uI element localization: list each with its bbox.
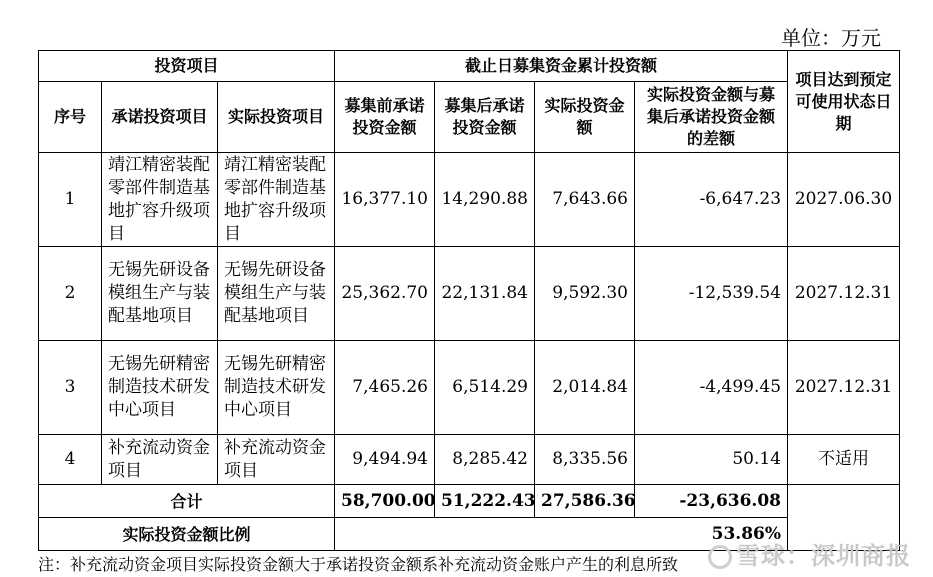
row-ready-date: 2027.12.31 bbox=[788, 341, 900, 435]
header-investment-project: 投资项目 bbox=[39, 51, 335, 82]
ratio-label: 实际投资金额比例 bbox=[39, 518, 335, 551]
header-actual-amount: 实际投资金额 bbox=[535, 82, 635, 153]
row-ready-date: 2027.06.30 bbox=[788, 153, 900, 247]
row-actual-amount: 9,592.30 bbox=[535, 247, 635, 341]
header-seq: 序号 bbox=[39, 82, 102, 153]
header-ready-date: 项目达到预定可使用状态日期 bbox=[788, 51, 900, 153]
table-row bbox=[39, 341, 900, 435]
row-ready-date: 2027.12.31 bbox=[788, 247, 900, 341]
row-difference: -4,499.45 bbox=[635, 341, 788, 435]
unit-label: 单位：万元 bbox=[781, 26, 881, 50]
row-ready-date: 不适用 bbox=[788, 435, 900, 485]
row-actual-project: 补充流动资金项目 bbox=[218, 435, 335, 485]
row-promised-project: 补充流动资金项目 bbox=[102, 435, 218, 485]
row-difference: -12,539.54 bbox=[635, 247, 788, 341]
table-row bbox=[39, 435, 900, 485]
watermark bbox=[708, 536, 911, 571]
row-post-raise: 8,285.42 bbox=[435, 435, 535, 485]
header-actual-project: 实际投资项目 bbox=[218, 82, 335, 153]
row-actual-project: 无锡先研精密制造技术研发中心项目 bbox=[218, 341, 335, 435]
row-promised-project: 靖江精密装配零部件制造基地扩容升级项目 bbox=[102, 153, 218, 247]
row-post-raise: 14,290.88 bbox=[435, 153, 535, 247]
row-post-raise: 22,131.84 bbox=[435, 247, 535, 341]
total-row bbox=[39, 485, 900, 518]
total-label: 合计 bbox=[39, 485, 335, 518]
row-pre-raise: 25,362.70 bbox=[335, 247, 435, 341]
row-actual-amount: 7,643.66 bbox=[535, 153, 635, 247]
row-difference: -6,647.23 bbox=[635, 153, 788, 247]
table-row bbox=[39, 153, 900, 247]
row-seq: 1 bbox=[39, 153, 102, 247]
header-pre-raise-amount: 募集前承诺投资金额 bbox=[335, 82, 435, 153]
total-actual-amount: 27,586.36 bbox=[535, 485, 635, 518]
row-actual-project: 靖江精密装配零部件制造基地扩容升级项目 bbox=[218, 153, 335, 247]
row-seq: 4 bbox=[39, 435, 102, 485]
total-post-raise: 51,222.43 bbox=[435, 485, 535, 518]
header-row-1 bbox=[39, 51, 900, 82]
header-difference: 实际投资金额与募集后承诺投资金额的差额 bbox=[635, 82, 788, 153]
row-pre-raise: 9,494.94 bbox=[335, 435, 435, 485]
header-row-2 bbox=[39, 82, 900, 153]
row-actual-project: 无锡先研设备模组生产与装配基地项目 bbox=[218, 247, 335, 341]
row-difference: 50.14 bbox=[635, 435, 788, 485]
total-pre-raise: 58,700.00 bbox=[335, 485, 435, 518]
header-cumulative-investment: 截止日募集资金累计投资额 bbox=[335, 51, 788, 82]
header-promised-project: 承诺投资项目 bbox=[102, 82, 218, 153]
row-seq: 3 bbox=[39, 341, 102, 435]
table-row bbox=[39, 247, 900, 341]
ratio-value: 53.86% bbox=[335, 518, 788, 551]
row-seq: 2 bbox=[39, 247, 102, 341]
row-promised-project: 无锡先研设备模组生产与装配基地项目 bbox=[102, 247, 218, 341]
total-difference: -23,636.08 bbox=[635, 485, 788, 518]
row-pre-raise: 7,465.26 bbox=[335, 341, 435, 435]
row-promised-project: 无锡先研精密制造技术研发中心项目 bbox=[102, 341, 218, 435]
investment-table bbox=[38, 50, 900, 551]
watermark-text: 雪球：深圳商报 bbox=[736, 542, 911, 570]
row-post-raise: 6,514.29 bbox=[435, 341, 535, 435]
row-actual-amount: 2,014.84 bbox=[535, 341, 635, 435]
snowball-logo-icon bbox=[708, 545, 732, 569]
footnote: 注：补充流动资金项目实际投资金额大于承诺投资金额系补充流动资金账户产生的利息所致 bbox=[38, 555, 679, 574]
row-actual-amount: 8,335.56 bbox=[535, 435, 635, 485]
row-pre-raise: 16,377.10 bbox=[335, 153, 435, 247]
header-post-raise-amount: 募集后承诺投资金额 bbox=[435, 82, 535, 153]
